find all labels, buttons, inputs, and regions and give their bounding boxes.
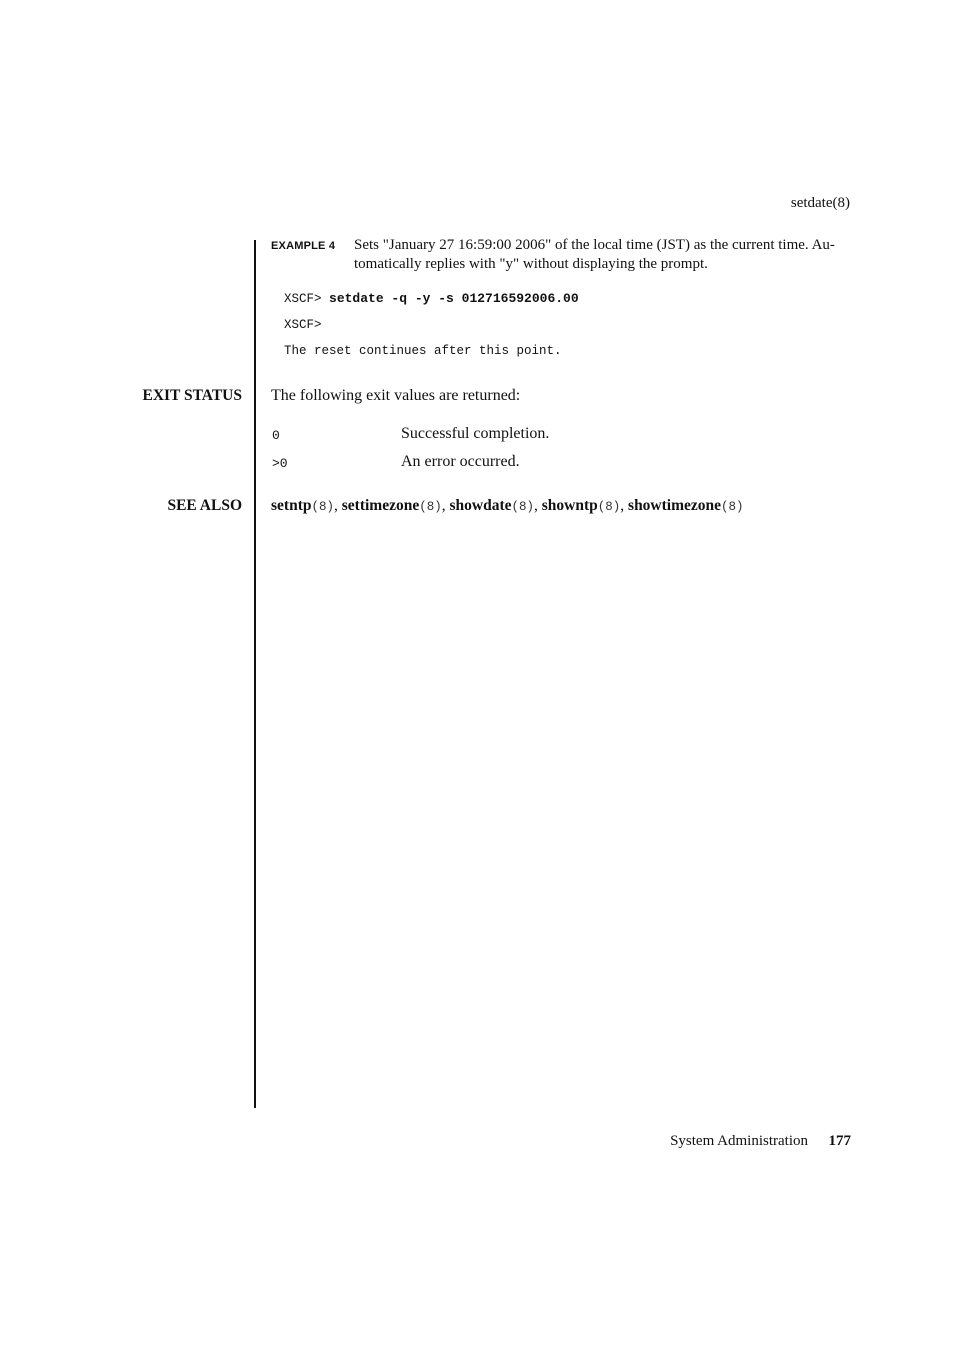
footer-book-title: System Administration bbox=[670, 1133, 808, 1149]
exit-status-intro: The following exit values are returned: bbox=[271, 387, 521, 404]
see-also-separator: , bbox=[334, 497, 342, 514]
see-also-heading: SEE ALSO bbox=[167, 497, 242, 514]
see-also-ref-section: (8) bbox=[311, 500, 334, 514]
see-also-separator: , bbox=[534, 497, 542, 514]
see-also-ref-section: (8) bbox=[721, 500, 744, 514]
code-line-command bbox=[284, 291, 579, 306]
exit-value: >0 bbox=[272, 456, 288, 471]
see-also-ref-link[interactable]: showntp bbox=[541, 497, 598, 514]
example-description-line: tomatically replies with "y" without displaying the prompt. bbox=[354, 256, 708, 272]
exit-value-description: Successful completion. bbox=[401, 425, 550, 442]
code-line-prompt: XSCF> bbox=[284, 318, 322, 332]
example-label: EXAMPLE 4 bbox=[271, 240, 336, 252]
example-description-line: Sets "January 27 16:59:00 2006" of the local time (JST) as the current time. Au- bbox=[354, 237, 835, 253]
see-also-ref-link[interactable]: showtimezone bbox=[628, 497, 722, 514]
see-also-ref-section: (8) bbox=[419, 500, 442, 514]
running-header: setdate(8) bbox=[790, 195, 850, 211]
exit-status-heading: EXIT STATUS bbox=[142, 387, 242, 404]
see-also-separator: , bbox=[441, 497, 450, 514]
code-line-output: The reset continues after this point. bbox=[284, 344, 562, 358]
page-number: 177 bbox=[828, 1133, 851, 1149]
section-divider-rule bbox=[254, 240, 256, 1108]
see-also-ref-section: (8) bbox=[597, 500, 621, 514]
code-command: setdate -q -y -s 012716592006.00 bbox=[329, 291, 579, 306]
exit-value-description: An error occurred. bbox=[401, 453, 520, 470]
code-prompt: XSCF> bbox=[284, 292, 330, 306]
exit-value: 0 bbox=[272, 428, 280, 443]
example-description bbox=[354, 236, 851, 274]
see-also-ref-section: (8) bbox=[511, 500, 535, 514]
see-also-list bbox=[271, 497, 744, 515]
see-also-ref-link[interactable]: settimezone bbox=[341, 497, 420, 514]
see-also-separator: , bbox=[620, 497, 629, 514]
see-also-ref-link[interactable]: setntp bbox=[271, 497, 312, 514]
see-also-ref-link[interactable]: showdate bbox=[449, 497, 512, 514]
